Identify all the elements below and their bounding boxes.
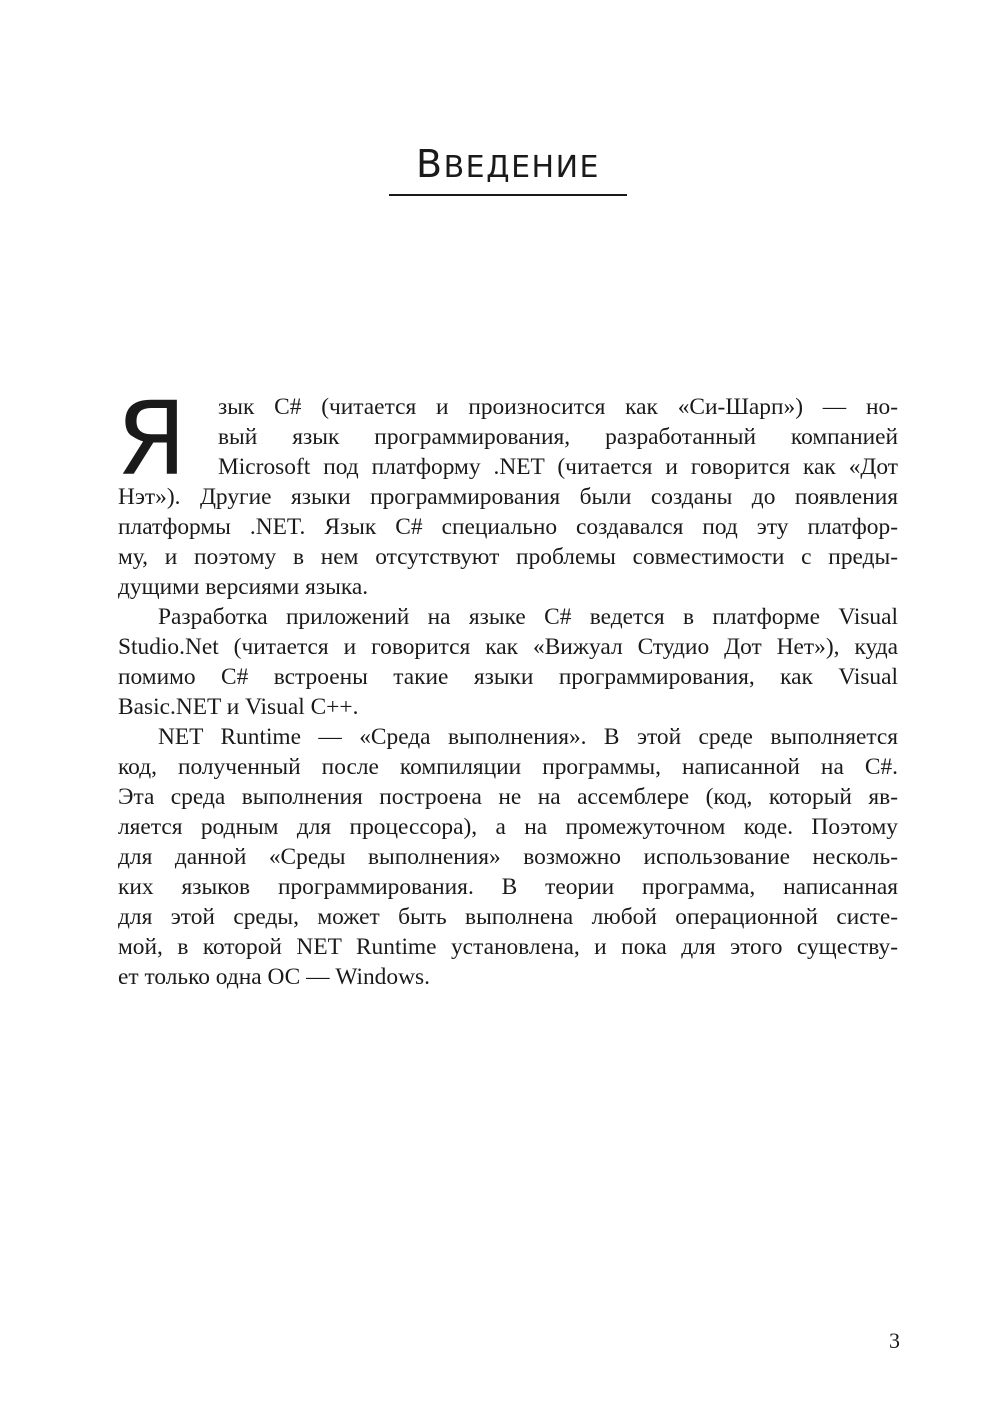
chapter-title xyxy=(389,142,627,186)
paragraph-1 xyxy=(116,380,898,602)
text-line: NET Runtime — «Среда выполнения». В этой среде выполняется xyxy=(158,724,898,750)
text-line: Microsoft под платформу .NET (читается и говорится как «Дот xyxy=(218,454,898,480)
drop-cap: Я xyxy=(116,380,187,499)
text-line: ет только одна ОС — Windows. xyxy=(118,964,430,990)
text-line: Эта среда выполнения построена не на ассемблере (код, который яв- xyxy=(118,784,898,810)
text-line: платформы .NET. Язык C# специально создавался под эту платфор- xyxy=(118,514,898,540)
paragraph-2 xyxy=(118,602,898,722)
text-line: Basic.NET и Visual C++. xyxy=(118,694,359,720)
text-line: для этой среды, может быть выполнена любой операционной систе- xyxy=(118,904,898,930)
text-line: ких языков программирования. В теории программа, написанная xyxy=(118,874,898,900)
chapter-title-initial: В xyxy=(416,142,444,186)
text-line: Нэт»). Другие языки программирования были созданы до появления xyxy=(118,484,898,510)
text-line: мой, в которой NET Runtime установлена, и пока для этого существу- xyxy=(118,934,898,960)
text-line: код, полученный после компиляции программы, написанной на C#. xyxy=(118,754,898,780)
text-line: ляется родным для процессора), а на промежуточном коде. Поэтому xyxy=(118,814,898,840)
text-line: помимо C# встроены такие языки программирования, как Visual xyxy=(118,664,898,690)
text-line: дущими версиями языка. xyxy=(118,574,369,600)
text-line: зык C# (читается и произносится как «Си-Шарп») — но- xyxy=(218,394,898,420)
text-line: вый язык программирования, разработанный компанией xyxy=(218,424,898,450)
body-text xyxy=(116,380,898,992)
title-underline xyxy=(389,194,627,196)
paragraph-3 xyxy=(118,722,898,992)
text-line: Разработка приложений на языке C# ведется в платформе Visual xyxy=(158,604,898,630)
text-line: му, и поэтому в нем отсутствуют проблемы совместимости с преды- xyxy=(118,544,898,570)
page-number: 3 xyxy=(889,1328,900,1353)
chapter-title-rest: ВЕДЕНИЕ xyxy=(443,150,600,185)
text-line: для данной «Среды выполнения» возможно использование несколь- xyxy=(118,844,898,870)
text-line: Studio.Net (читается и говорится как «Вижуал Студио Дот Нет»), куда xyxy=(118,634,898,660)
